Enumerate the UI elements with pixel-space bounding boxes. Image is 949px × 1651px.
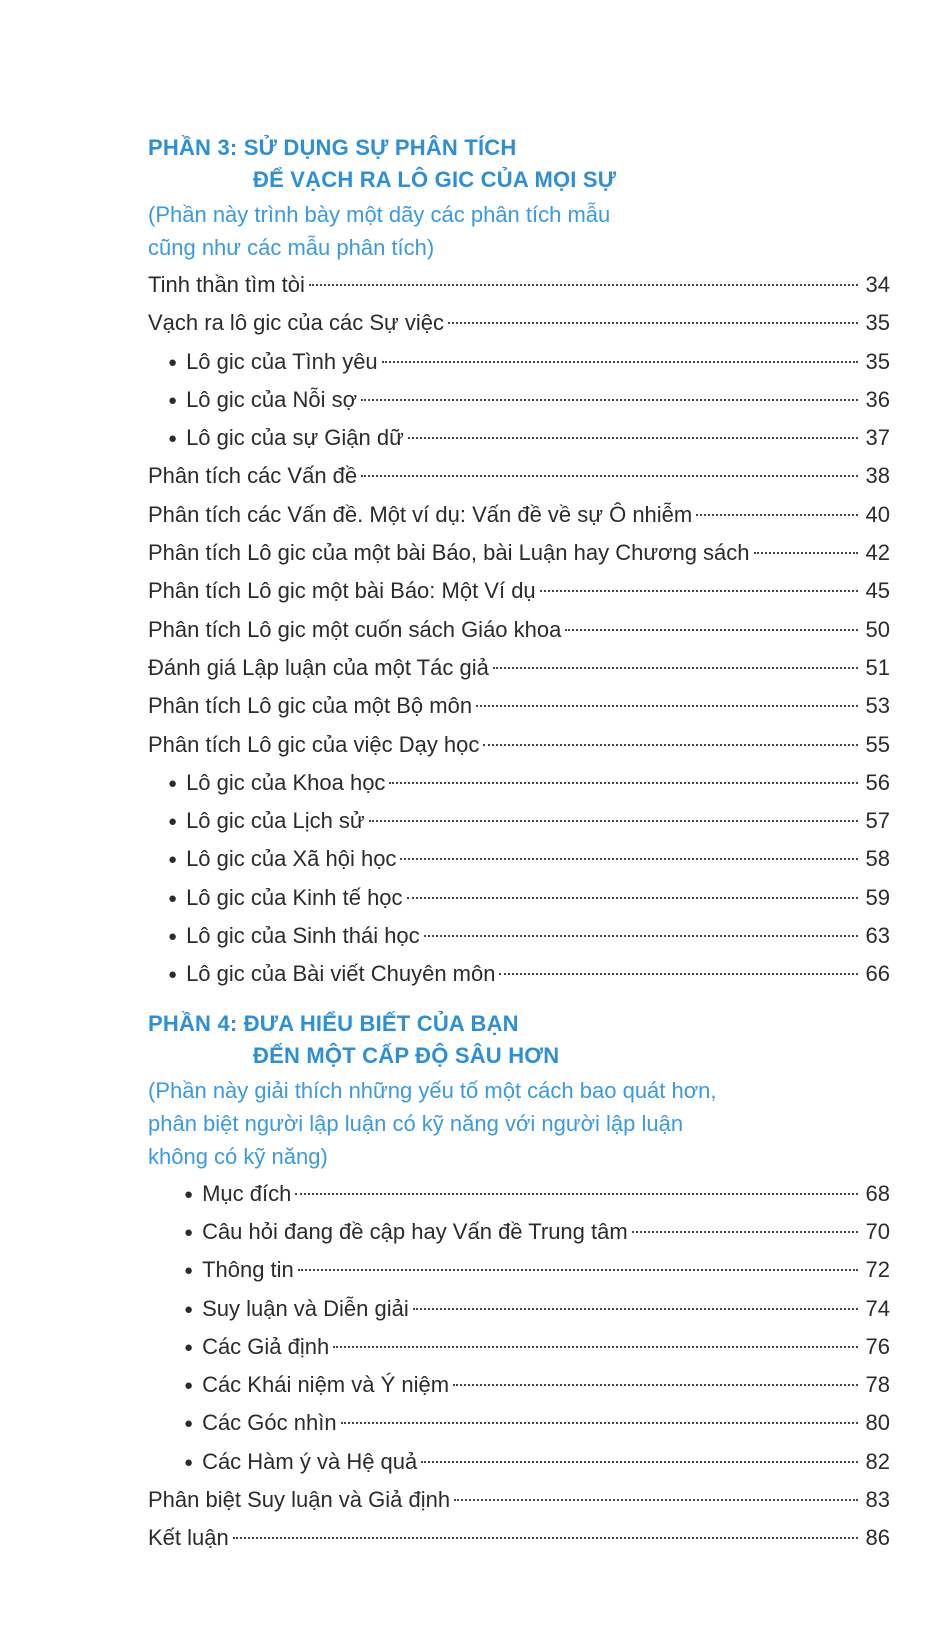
toc-entry-label: Kết luận bbox=[148, 1525, 229, 1551]
bullet-icon: ● bbox=[168, 774, 178, 792]
part4-entry-list bbox=[148, 1175, 890, 1558]
toc-entry-label: Các Góc nhìn bbox=[202, 1410, 337, 1436]
toc-entry bbox=[148, 1404, 890, 1442]
toc-entry-label: Lô gic của Xã hội học bbox=[186, 846, 397, 872]
toc-entry-page: 42 bbox=[865, 540, 890, 566]
dot-leader bbox=[400, 858, 858, 860]
toc-entry-page: 56 bbox=[865, 769, 890, 795]
dot-leader bbox=[298, 1269, 858, 1271]
toc-entry-page: 80 bbox=[865, 1410, 890, 1436]
toc-entry bbox=[148, 496, 890, 534]
toc-entry bbox=[148, 879, 890, 917]
dot-leader bbox=[483, 744, 858, 746]
toc-entry bbox=[148, 1366, 890, 1404]
dot-leader bbox=[361, 475, 858, 477]
dot-leader bbox=[499, 973, 858, 975]
bullet-icon: ● bbox=[184, 1262, 194, 1280]
toc-entry-page: 57 bbox=[865, 808, 890, 834]
toc-entry-page: 59 bbox=[865, 884, 890, 910]
dot-leader bbox=[341, 1422, 858, 1424]
toc-entry-page: 53 bbox=[865, 693, 890, 719]
part3-description bbox=[148, 198, 890, 264]
toc-entry-label: Phân tích Lô gic của một bài Báo, bài Luận hay Chương sách bbox=[148, 540, 750, 566]
toc-entry-label: Phân tích Lô gic một cuốn sách Giáo khoa bbox=[148, 616, 562, 642]
toc-entry bbox=[148, 764, 890, 802]
bullet-icon: ● bbox=[168, 813, 178, 831]
part4-desc-line1: (Phần này giải thích những yếu tố một cách bao quát hơn, bbox=[148, 1077, 717, 1103]
toc-entry bbox=[148, 726, 890, 764]
bullet-icon: ● bbox=[168, 889, 178, 907]
bullet-icon: ● bbox=[168, 928, 178, 946]
toc-entry-page: 36 bbox=[865, 386, 890, 412]
toc-entry-label: Lô gic của Khoa học bbox=[186, 769, 386, 795]
toc-entry-page: 78 bbox=[865, 1372, 890, 1398]
toc-entry bbox=[148, 381, 890, 419]
dot-leader bbox=[407, 897, 858, 899]
toc-entry bbox=[148, 1290, 890, 1328]
part4-description bbox=[148, 1074, 890, 1173]
dot-leader bbox=[382, 361, 858, 363]
toc-entry-label: Lô gic của Kinh tế học bbox=[186, 884, 403, 910]
table-of-contents bbox=[148, 132, 890, 1558]
part3-entry-list bbox=[148, 266, 890, 994]
toc-entry-label: Tinh thần tìm tòi bbox=[148, 272, 305, 297]
toc-entry-label: Các Khái niệm và Ý niệm bbox=[202, 1372, 450, 1398]
toc-entry-page: 55 bbox=[865, 731, 890, 757]
dot-leader bbox=[361, 399, 858, 401]
toc-entry-page: 35 bbox=[865, 348, 890, 374]
toc-entry bbox=[148, 1213, 890, 1251]
dot-leader bbox=[540, 590, 858, 592]
toc-entry bbox=[148, 955, 890, 993]
toc-entry-page: 66 bbox=[865, 961, 890, 987]
dot-leader bbox=[309, 284, 858, 286]
bullet-icon: ● bbox=[168, 353, 178, 371]
toc-entry bbox=[148, 304, 890, 342]
part4-desc-line3: không có kỹ năng) bbox=[148, 1143, 328, 1169]
toc-entry-label: Các Hàm ý và Hệ quả bbox=[202, 1448, 418, 1474]
toc-entry-page: 70 bbox=[865, 1218, 890, 1244]
bullet-icon: ● bbox=[168, 430, 178, 448]
toc-entry-page: 40 bbox=[865, 501, 890, 527]
dot-leader bbox=[408, 437, 858, 439]
part4-title-line2: ĐẾN MỘT CẤP ĐỘ SÂU HƠN bbox=[253, 1042, 560, 1068]
toc-entry bbox=[148, 1443, 890, 1481]
dot-leader bbox=[565, 629, 858, 631]
toc-entry bbox=[148, 917, 890, 955]
toc-entry-label: Lô gic của Nỗi sợ bbox=[186, 386, 358, 412]
part4-heading bbox=[148, 1008, 890, 1072]
dot-leader bbox=[448, 322, 858, 324]
toc-entry bbox=[148, 840, 890, 878]
toc-entry-page: 74 bbox=[865, 1295, 890, 1321]
toc-entry bbox=[148, 419, 890, 457]
dot-leader bbox=[389, 782, 858, 784]
toc-entry-label: Phân biệt Suy luận và Giả định bbox=[148, 1487, 451, 1513]
toc-entry bbox=[148, 534, 890, 572]
toc-entry bbox=[148, 687, 890, 725]
toc-entry-page: 68 bbox=[865, 1180, 890, 1206]
toc-entry bbox=[148, 1328, 890, 1366]
dot-leader bbox=[295, 1193, 858, 1195]
part4-title-line1: PHẦN 4: ĐƯA HIỂU BIẾT CỦA BẠN bbox=[148, 1010, 519, 1036]
toc-entry-label: Lô gic của Sinh thái học bbox=[186, 923, 420, 949]
toc-entry bbox=[148, 572, 890, 610]
toc-entry-label: Lô gic của sự Giận dữ bbox=[186, 425, 404, 451]
toc-entry bbox=[148, 1519, 890, 1557]
toc-entry-label: Suy luận và Diễn giải bbox=[202, 1295, 409, 1321]
toc-entry-page: 34 bbox=[865, 272, 890, 297]
toc-entry-label: Câu hỏi đang đề cập hay Vấn đề Trung tâm bbox=[202, 1218, 628, 1244]
dot-leader bbox=[413, 1308, 858, 1310]
toc-entry bbox=[148, 1481, 890, 1519]
toc-entry bbox=[148, 802, 890, 840]
toc-entry bbox=[148, 611, 890, 649]
dot-leader bbox=[369, 820, 858, 822]
toc-entry-page: 35 bbox=[865, 310, 890, 336]
bullet-icon: ● bbox=[168, 391, 178, 409]
toc-entry-page: 51 bbox=[865, 654, 890, 680]
dot-leader bbox=[333, 1346, 858, 1348]
toc-entry-label: Đánh giá Lập luận của một Tác giả bbox=[148, 654, 489, 680]
toc-entry bbox=[148, 343, 890, 381]
toc-entry-page: 83 bbox=[865, 1487, 890, 1513]
part3-title-line1: PHẦN 3: SỬ DỤNG SỰ PHÂN TÍCH bbox=[148, 135, 517, 160]
toc-entry bbox=[148, 457, 890, 495]
dot-leader bbox=[696, 514, 858, 516]
toc-entry-label: Thông tin bbox=[202, 1257, 294, 1283]
toc-entry-label: Lô gic của Bài viết Chuyên môn bbox=[186, 961, 496, 987]
toc-entry-label: Phân tích Lô gic một bài Báo: Một Ví dụ bbox=[148, 578, 536, 604]
toc-entry-page: 45 bbox=[865, 578, 890, 604]
part3-title-line2: ĐỂ VẠCH RA LÔ GIC CỦA MỌI SỰ bbox=[253, 167, 617, 192]
toc-entry-label: Mục đích bbox=[202, 1180, 292, 1206]
bullet-icon: ● bbox=[184, 1338, 194, 1356]
toc-entry-label: Phân tích các Vấn đề bbox=[148, 463, 358, 489]
toc-entry-page: 86 bbox=[865, 1525, 890, 1551]
dot-leader bbox=[233, 1537, 858, 1539]
toc-entry-label: Lô gic của Lịch sử bbox=[186, 808, 365, 834]
toc-entry bbox=[148, 1251, 890, 1289]
bullet-icon: ● bbox=[168, 851, 178, 869]
bullet-icon: ● bbox=[184, 1415, 194, 1433]
toc-entry-label: Phân tích các Vấn đề. Một ví dụ: Vấn đề về sự Ô nhiễm bbox=[148, 501, 693, 527]
toc-entry-page: 38 bbox=[865, 463, 890, 489]
toc-entry-label: Phân tích Lô gic của việc Dạy học bbox=[148, 731, 480, 757]
dot-leader bbox=[454, 1499, 858, 1501]
part3-desc-line1: (Phần này trình bày một dãy các phân tích mẫu bbox=[148, 202, 611, 227]
toc-entry-label: Các Giả định bbox=[202, 1333, 330, 1359]
bullet-icon: ● bbox=[168, 966, 178, 984]
dot-leader bbox=[424, 935, 858, 937]
toc-entry-page: 37 bbox=[865, 425, 890, 451]
part3-desc-line2: cũng như các mẫu phân tích) bbox=[148, 235, 435, 260]
toc-entry-page: 63 bbox=[865, 923, 890, 949]
dot-leader bbox=[421, 1461, 858, 1463]
toc-entry bbox=[148, 266, 890, 304]
dot-leader bbox=[632, 1231, 858, 1233]
toc-entry bbox=[148, 649, 890, 687]
toc-entry-label: Lô gic của Tình yêu bbox=[186, 348, 378, 374]
bullet-icon: ● bbox=[184, 1223, 194, 1241]
dot-leader bbox=[453, 1384, 858, 1386]
toc-entry-label: Vạch ra lô gic của các Sự việc bbox=[148, 310, 444, 336]
toc-entry-page: 50 bbox=[865, 616, 890, 642]
toc-entry-label: Phân tích Lô gic của một Bộ môn bbox=[148, 693, 473, 719]
toc-entry-page: 58 bbox=[865, 846, 890, 872]
toc-entry bbox=[148, 1175, 890, 1213]
toc-entry-page: 82 bbox=[865, 1448, 890, 1474]
dot-leader bbox=[493, 667, 858, 669]
bullet-icon: ● bbox=[184, 1377, 194, 1395]
bullet-icon: ● bbox=[184, 1453, 194, 1471]
dot-leader bbox=[476, 705, 858, 707]
bullet-icon: ● bbox=[184, 1300, 194, 1318]
toc-entry-page: 72 bbox=[865, 1257, 890, 1283]
part4-desc-line2: phân biệt người lập luận có kỹ năng với người lập luận bbox=[148, 1110, 684, 1136]
part3-heading bbox=[148, 132, 890, 196]
bullet-icon: ● bbox=[184, 1185, 194, 1203]
dot-leader bbox=[754, 552, 858, 554]
toc-entry-page: 76 bbox=[865, 1333, 890, 1359]
